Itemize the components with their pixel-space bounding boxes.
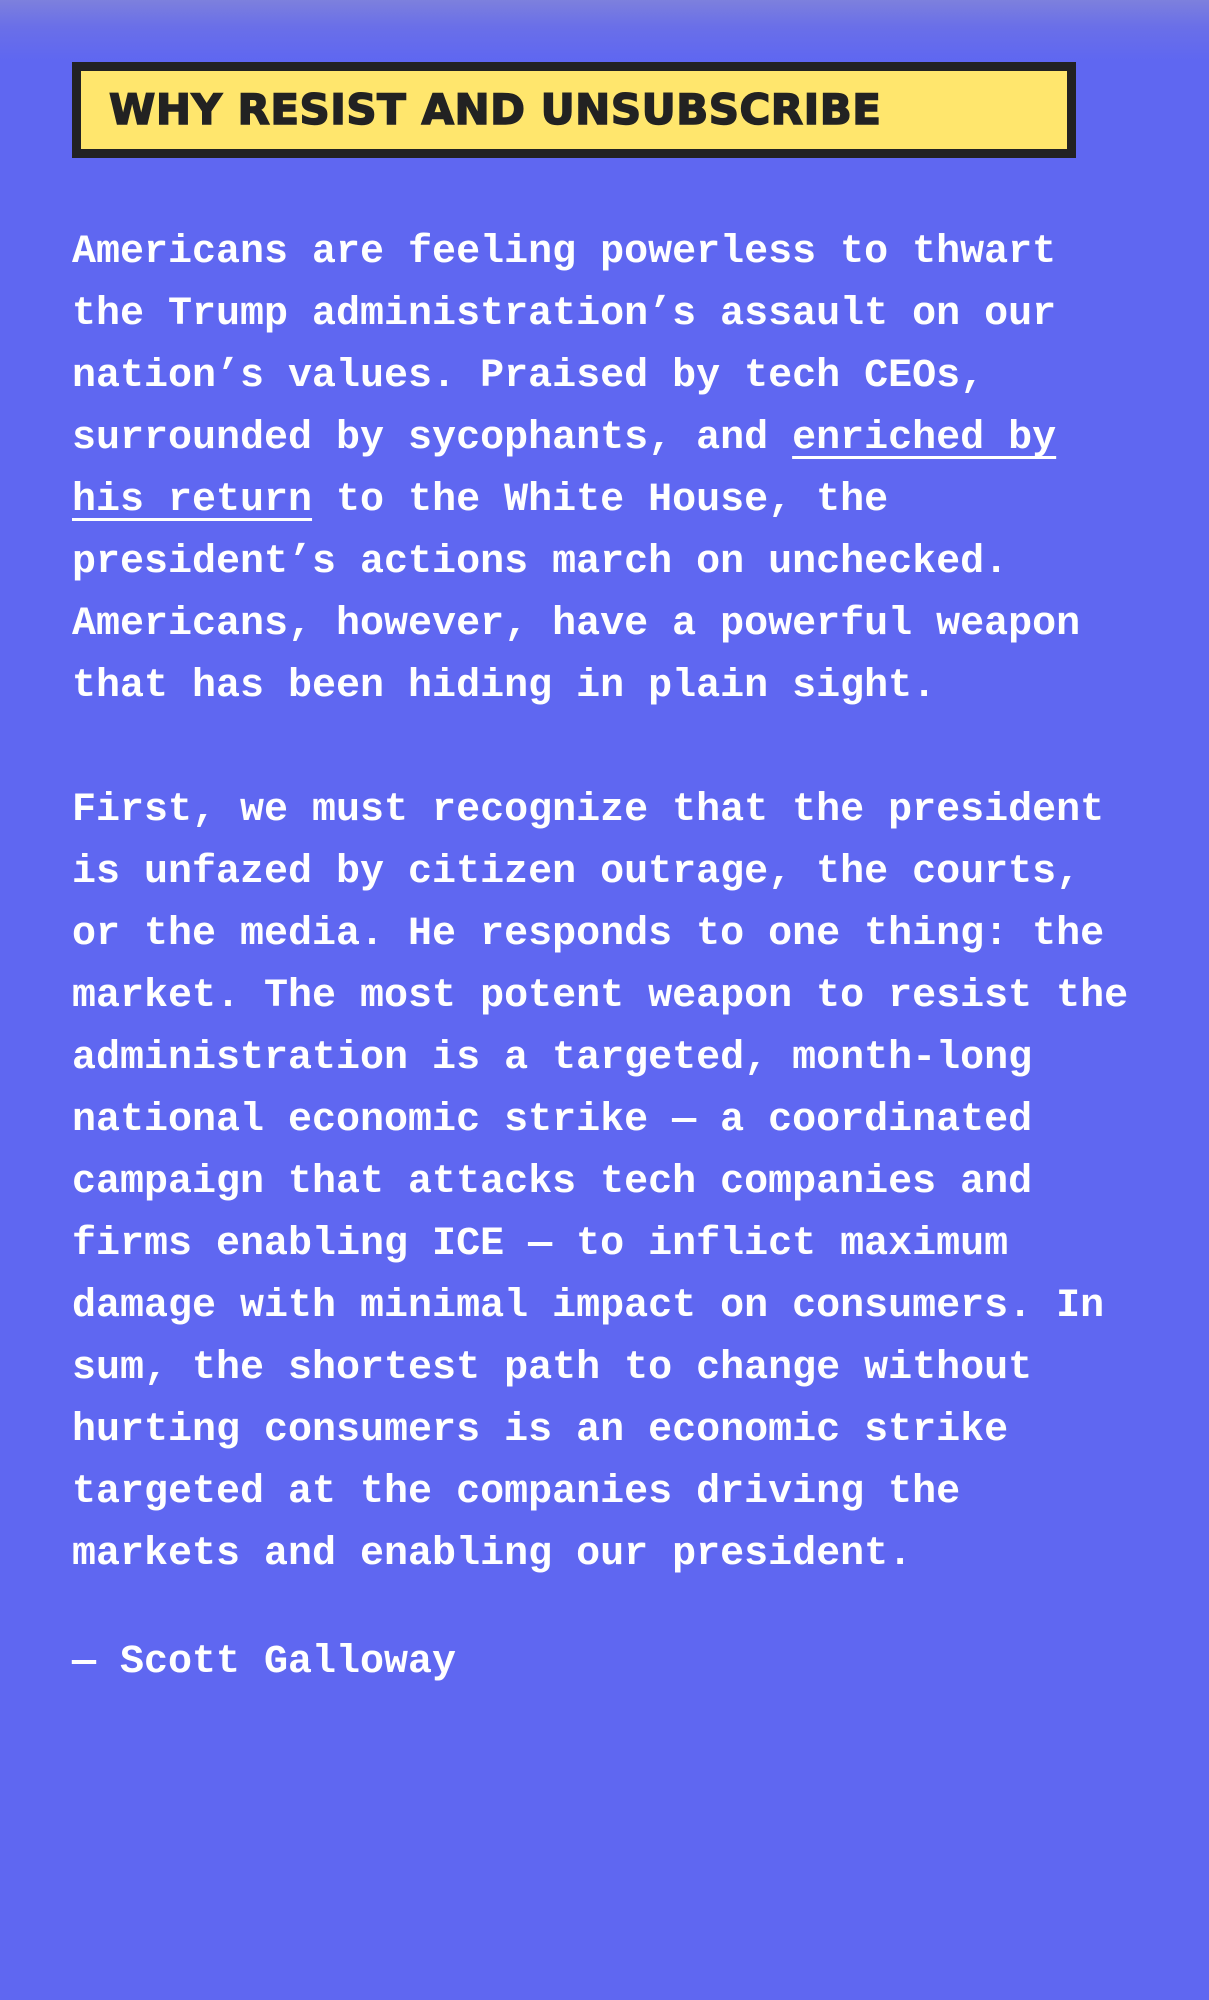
top-shade	[0, 0, 1209, 60]
paragraph-intro-text-start: Americans are feeling powerless to thwart the Trump administration’s assault on our nation’s values. Praised by tech CEOs, surrounded by sycophants, and	[72, 230, 1057, 461]
author-signature: — Scott Galloway	[72, 1640, 457, 1685]
enriched-by-his-return-link[interactable]: enriched by his return	[72, 416, 1057, 523]
section-heading-banner	[72, 62, 1076, 158]
paragraph-intro-text-end: to the White House, the president’s actions march on unchecked. Americans, however, have a powerful weapon that has been hiding in plain sight.	[72, 478, 1081, 709]
section-heading: WHY RESIST AND UNSUBSCRIBE	[109, 85, 882, 134]
paragraph-economic-strike: First, we must recognize that the president is unfazed by citizen outrage, the courts, or the media. He responds to one thing: the market. The most potent weapon to resist the administration is a targeted, month-long national economic strike — a coordinated campaign that attacks tech companies and firms enabling ICE — to inflict maximum damage with minimal impact on consumers. In sum, the shortest path to change without hurting consumers is an economic strike targeted at the companies driving the markets and enabling our president.	[72, 788, 1129, 1577]
paragraph-intro	[72, 222, 1152, 718]
article-content	[72, 62, 1152, 1694]
